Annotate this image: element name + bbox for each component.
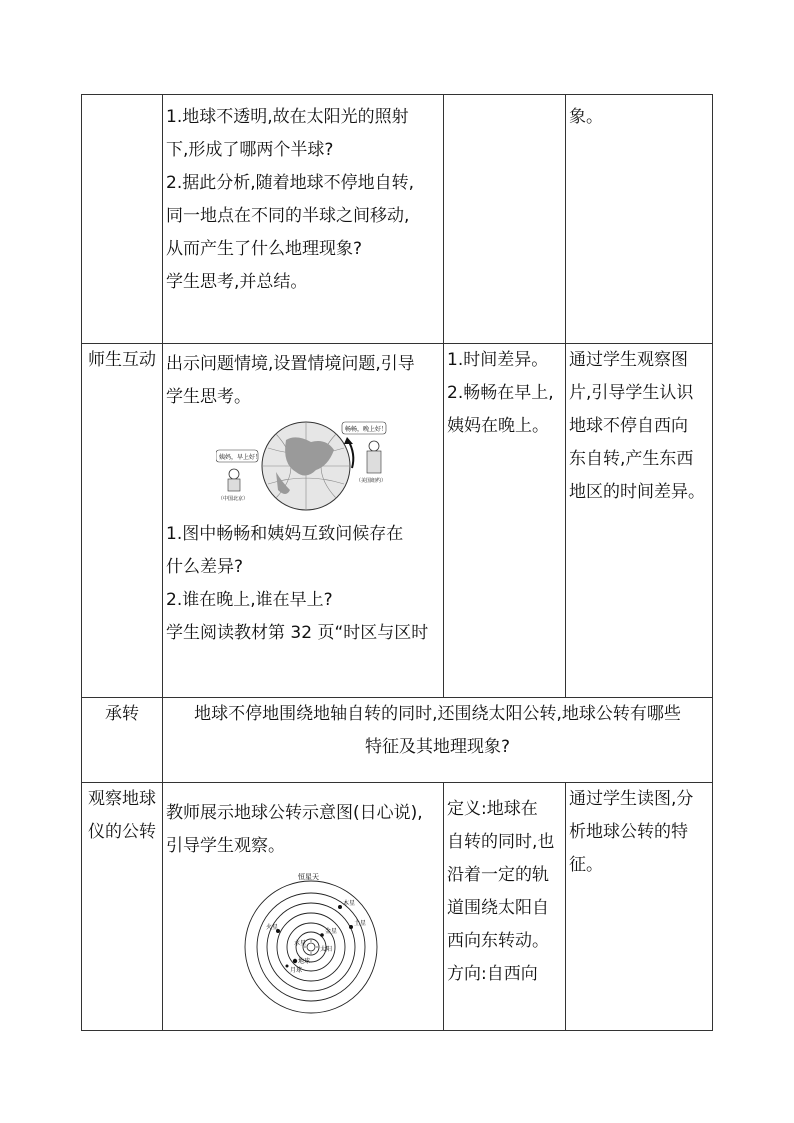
text-line: 方向:自西向 <box>447 964 538 984</box>
text-line: 2.畅畅在早上, <box>447 383 554 403</box>
text-line: 道围绕太阳自 <box>447 898 549 918</box>
planet-label-mars: 火星 <box>266 924 279 931</box>
intent-cell <box>566 344 713 698</box>
text-line: 出示问题情境,设置情境问题,引导 <box>166 354 415 374</box>
planet-label-saturn: 土星 <box>354 920 367 927</box>
planet-label-sun: 太阳 <box>320 946 333 953</box>
text-line: 1.图中畅畅和姨妈互致问候存在 <box>166 524 404 544</box>
text-line: 从而产生了什么地理现象? <box>166 239 363 259</box>
table-row <box>82 344 713 698</box>
text-line: 自转的同时,也 <box>447 832 555 852</box>
text-line: 通过学生观察图 <box>569 350 688 370</box>
intent-cell <box>566 783 713 1031</box>
answer-cell <box>444 783 566 1031</box>
planet-label-jupiter: 木星 <box>343 900 356 907</box>
heliocentric-orbit-figure <box>236 871 386 1017</box>
text-line: 同一地点在不同的半球之间移动, <box>166 206 410 226</box>
text-line: 东自转,产生东西 <box>569 449 694 469</box>
process-cell <box>163 95 444 344</box>
lesson-table <box>81 94 713 1031</box>
planet-label-mercury: 水星 <box>294 940 307 947</box>
text-line: 象。 <box>569 107 603 127</box>
answer-cell <box>444 344 566 698</box>
table-row <box>82 783 713 1031</box>
answer-cell <box>444 95 566 344</box>
text-line: 析地球公转的特 <box>569 822 688 842</box>
text-line: 地球不停自西向 <box>569 416 688 436</box>
left-caption-text: （中国北京） <box>218 496 249 502</box>
stage-cell <box>82 698 163 783</box>
stage-cell <box>82 95 163 344</box>
stage-label: 仪的公转 <box>88 822 156 842</box>
text-line: 定义:地球在 <box>447 799 538 819</box>
table-row <box>82 95 713 344</box>
text-line: 地区的时间差异。 <box>569 482 705 502</box>
text-line: 什么差异? <box>166 557 244 577</box>
right-caption-text: （美国纽约） <box>356 478 387 484</box>
left-bubble-text: 姨妈，早上好！ <box>219 454 262 461</box>
text-line: 教师展示地球公转示意图(日心说), <box>166 803 423 823</box>
text-line: 1.时间差异。 <box>447 350 549 370</box>
planet-label-earth: 地球 <box>298 958 311 965</box>
stage-cell <box>82 783 163 1031</box>
text-line: 2.谁在晚上,谁在早上? <box>166 590 333 610</box>
planet-label-moon: 月球 <box>290 967 303 974</box>
text-line: 2.据此分析,随着地球不停地自转, <box>166 173 415 193</box>
stage-label: 师生互动 <box>88 350 156 370</box>
text-line: 学生思考,并总结。 <box>166 272 308 292</box>
text-line: 片,引导学生认识 <box>569 383 694 403</box>
text-line: 引导学生观察。 <box>166 836 285 856</box>
text-line: 姨妈在晚上。 <box>447 416 549 436</box>
stage-label: 承转 <box>105 704 139 724</box>
process-cell <box>163 783 444 1031</box>
text-line: 特征及其地理现象? <box>364 737 511 757</box>
intent-cell <box>566 95 713 344</box>
stage-label: 观察地球 <box>88 789 156 809</box>
text-line: 1.地球不透明,故在太阳光的照射 <box>166 107 409 127</box>
text-line: 西向东转动。 <box>447 931 549 951</box>
text-line: 通过学生读图,分 <box>569 789 694 809</box>
text-line: 学生思考。 <box>166 387 251 407</box>
text-line: 沿着一定的轨 <box>447 865 549 885</box>
merged-cell <box>163 698 713 783</box>
planet-label-venus: 金星 <box>325 928 338 935</box>
process-cell <box>163 344 444 698</box>
greeting-globe-figure <box>216 420 396 512</box>
text-line: 下,形成了哪两个半球? <box>166 140 334 160</box>
right-bubble-text: 畅畅，晚上好！ <box>345 426 388 433</box>
table-row <box>82 698 713 783</box>
stage-cell <box>82 344 163 698</box>
orbit-label-outer: 恒星天 <box>298 873 319 881</box>
text-line: 地球不停地围绕地轴自转的同时,还围绕太阳公转,地球公转有哪些 <box>194 704 681 724</box>
text-line: 征。 <box>569 855 603 875</box>
text-line: 学生阅读教材第 32 页“时区与区时 <box>166 623 429 643</box>
